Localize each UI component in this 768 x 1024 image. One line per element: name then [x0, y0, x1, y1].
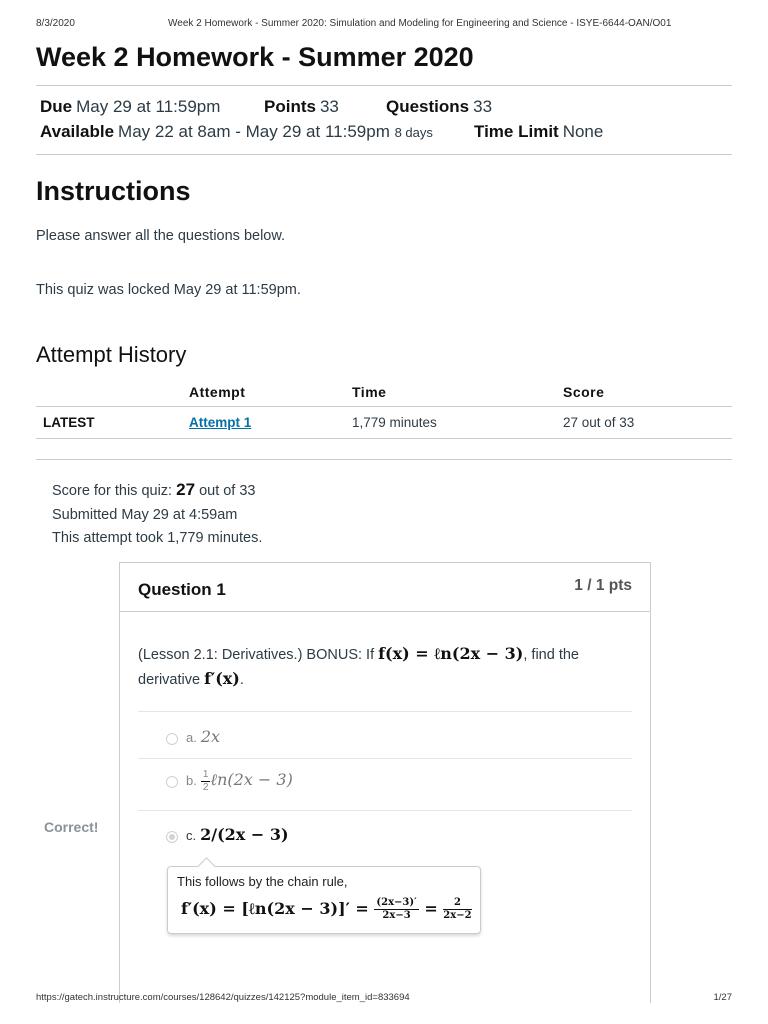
print-page-number: 1/27 [713, 992, 732, 1003]
print-url: https://gatech.instructure.com/courses/128642/quizzes/142125?module_item_id=833694 [36, 992, 410, 1003]
fraction-numerator: (2x−3)′ [376, 897, 417, 908]
answer-option-b[interactable] [166, 769, 293, 794]
time-limit-label: Time Limit [474, 122, 559, 141]
due-label: Due [40, 97, 73, 116]
answer-option-a[interactable] [166, 727, 220, 746]
question-text-mid: , find the [523, 647, 579, 663]
fraction-denominator: 2x−3 [382, 910, 411, 921]
question-text-end: . [239, 672, 244, 688]
radio-button[interactable] [166, 776, 178, 788]
divider [36, 85, 732, 86]
attempt-link[interactable]: Attempt 1 [189, 415, 252, 430]
attempt-cell [189, 407, 352, 439]
available-value: May 22 at 8am - May 29 at 11:59pm [118, 122, 390, 141]
column-header [36, 378, 189, 407]
formula-lhs: f′(x) = [ℓn(2x − 3)]′ = [181, 899, 369, 918]
time-limit-value: None [562, 122, 604, 141]
attempt-history-heading: Attempt History [36, 342, 187, 367]
divider [36, 459, 732, 460]
submitted-text: Submitted May 29 at 4:59am [52, 507, 238, 523]
questions-label: Questions [386, 97, 470, 116]
answer-math: ℓn(2x − 3) [210, 769, 293, 789]
available-days: 8 days [394, 125, 433, 140]
formula-equals: = [424, 899, 438, 918]
formula-fraction-1 [374, 897, 418, 922]
question-text-prefix: (Lesson 2.1: Derivatives.) BONUS: If [138, 647, 375, 663]
questions-value: 33 [473, 97, 493, 116]
points-label: Points [264, 97, 316, 116]
fraction-denominator: 2 [202, 782, 209, 793]
instructions-text: Please answer all the questions below. [36, 228, 286, 244]
answer-math: 2/(2x − 3) [200, 825, 289, 844]
time-cell: 1,779 minutes [352, 407, 563, 439]
fraction-numerator: 1 [202, 769, 209, 780]
comment-formula [181, 897, 472, 922]
points-value: 33 [319, 97, 339, 116]
answer-divider [138, 810, 632, 811]
available-label: Available [40, 122, 115, 141]
score-prefix: Score for this quiz: [52, 483, 173, 499]
table-row [36, 407, 732, 439]
page-title: Week 2 Homework - Summer 2020 [36, 42, 474, 72]
formula-fraction-2 [443, 897, 471, 922]
answer-letter: c. [186, 828, 197, 843]
questions-meta [386, 97, 492, 117]
time-limit-meta [474, 122, 603, 142]
table-header-row [36, 378, 732, 407]
fraction-denominator: 2x−2 [443, 910, 472, 921]
question-text [138, 642, 608, 692]
instructions-heading: Instructions [36, 176, 191, 206]
answer-divider [138, 758, 632, 759]
question-name: Question 1 [138, 580, 226, 599]
answer-divider [138, 711, 632, 712]
locked-notice: This quiz was locked May 29 at 11:59pm. [36, 282, 301, 298]
question-math-derivative: f′(x) [204, 669, 240, 688]
print-doc-title: Week 2 Homework - Summer 2020: Simulation and Modeling for Engineering and Science - ISYE-6644-OAN/O01 [168, 18, 672, 29]
quiz-score [52, 480, 256, 500]
question-math: f(x) = ℓn(2x − 3) [378, 644, 524, 663]
answer-fraction [201, 769, 211, 794]
available-meta [40, 122, 433, 142]
divider [36, 154, 732, 155]
radio-button[interactable] [166, 733, 178, 745]
radio-button-selected[interactable] [166, 831, 178, 843]
answer-comment [167, 866, 481, 934]
question-header [120, 563, 650, 612]
points-meta [264, 97, 339, 117]
attempt-history-table [36, 378, 732, 439]
score-suffix: out of 33 [199, 483, 256, 499]
comment-text: This follows by the chain rule, [177, 874, 348, 889]
row-label: LATEST [36, 407, 189, 439]
print-date: 8/3/2020 [36, 18, 75, 29]
answer-letter: a. [186, 730, 197, 745]
question-text-line2: derivative [138, 672, 201, 688]
quiz-meta-row-1 [40, 97, 220, 117]
answer-option-c[interactable] [166, 825, 289, 844]
correct-label: Correct! [44, 819, 99, 835]
column-header-attempt: Attempt [189, 378, 352, 407]
attempt-duration: This attempt took 1,779 minutes. [52, 530, 263, 546]
answer-math: 2x [200, 727, 221, 746]
column-header-time: Time [352, 378, 563, 407]
question-points: 1 / 1 pts [574, 577, 632, 594]
fraction-numerator: 2 [443, 897, 471, 910]
answer-letter: b. [186, 772, 197, 788]
due-value: May 29 at 11:59pm [76, 97, 221, 116]
score-value: 27 [176, 480, 196, 499]
question-card [119, 562, 651, 1003]
column-header-score: Score [563, 378, 732, 407]
score-cell: 27 out of 33 [563, 407, 732, 439]
